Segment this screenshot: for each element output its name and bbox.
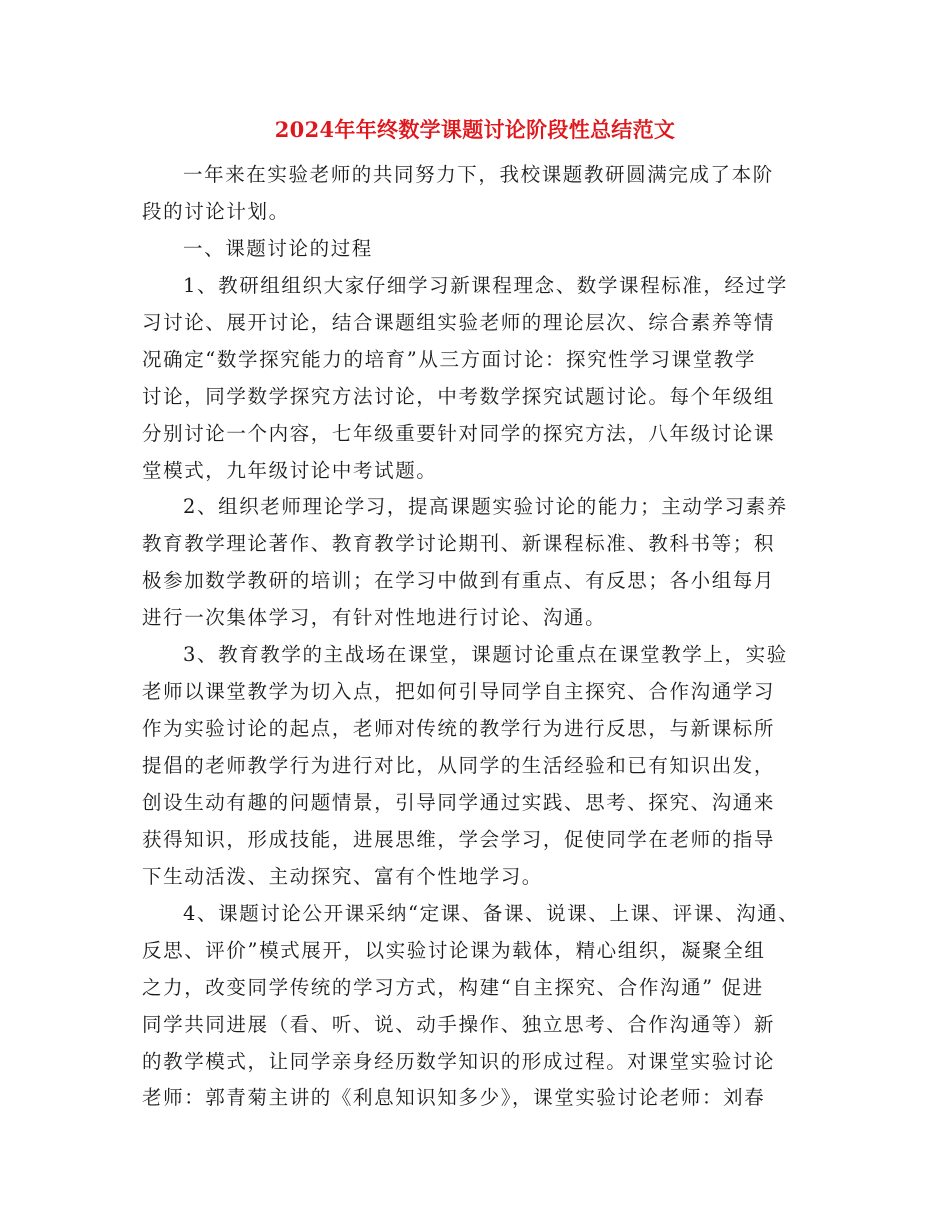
- document-title: 2024年年终数学课题讨论阶段性总结范文: [274, 117, 676, 142]
- paragraph-line: 分别讨论一个内容，七年级重要针对同学的探究方法，八年级讨论课: [142, 421, 776, 445]
- paragraph-line: 段的讨论计划。: [142, 199, 290, 223]
- paragraph-line: 教育教学理论著作、教育教学讨论期刊、新课程标准、教科书等；积: [142, 532, 776, 556]
- paragraph-line: 堂模式，九年级讨论中考试题。: [142, 458, 438, 482]
- paragraph-line: 获得知识，形成技能，进展思维，学会学习，促使同学在老师的指导: [142, 827, 776, 851]
- paragraph-first-line: 2、组织老师理论学习，提高课题实验讨论的能力；主动学习素养: [183, 495, 788, 519]
- paragraph-first-line: 1、教研组组织大家仔细学习新课程理念、数学课程标准，经过学: [183, 273, 788, 297]
- paragraph-line: 况确定“数学探究能力的培育”从三方面讨论：探究性学习课堂教学: [142, 347, 756, 371]
- paragraph-line: 下生动活泼、主动探究、富有个性地学习。: [142, 864, 543, 888]
- paragraph-line: 之力，改变同学传统的学习方式，构建“自主探究、合作沟通” 促进: [142, 975, 764, 999]
- paragraph-line: 老师以课堂教学为切入点，把如何引导同学自主探究、合作沟通学习: [142, 680, 776, 704]
- paragraph-line: 作为实验讨论的起点，老师对传统的教学行为进行反思，与新课标所: [142, 717, 776, 741]
- document-body: [142, 157, 822, 1117]
- paragraph-line: 提倡的老师教学行为进行对比，从同学的生活经验和已有知识出发，: [142, 754, 776, 777]
- paragraph-line: 反思、评价”模式展开，以实验讨论课为载体，精心组织，凝聚全组: [142, 938, 766, 962]
- paragraph-line: 讨论，同学数学探究方法讨论，中考数学探究试题讨论。每个年级组: [142, 384, 776, 408]
- paragraph-first-line: 4、课题讨论公开课采纳“定课、备课、说课、上课、评课、沟通、: [183, 901, 800, 925]
- paragraph-line: 进行一次集体学习，有针对性地进行讨论、沟通。: [142, 606, 607, 630]
- paragraph-line: 的教学模式，让同学亲身经历数学知识的形成过程。对课堂实验讨论: [142, 1049, 776, 1073]
- paragraph-line: 极参加数学教研的培训；在学习中做到有重点、有反思；各小组每月: [142, 569, 776, 593]
- paragraph-first-line: 一年来在实验老师的共同努力下，我校课题教研圆满完成了本阶: [183, 163, 774, 186]
- paragraph-first-line: 一、课题讨论的过程: [183, 236, 373, 260]
- paragraph-line: 同学共同进展（看、听、说、动手操作、独立思考、合作沟通等）新: [142, 1012, 776, 1036]
- paragraph-line: 创设生动有趣的问题情景，引导同学通过实践、思考、探究、沟通来: [142, 790, 776, 814]
- paragraph-line: 习讨论、展开讨论，结合课题组实验老师的理论层次、综合素养等情: [142, 310, 776, 334]
- paragraph-first-line: 3、教育教学的主战场在课堂，课题讨论重点在课堂教学上，实验: [183, 643, 788, 667]
- paragraph-line: 老师：郭青菊主讲的《利息知识知多少》，课堂实验讨论老师：刘春: [142, 1086, 766, 1110]
